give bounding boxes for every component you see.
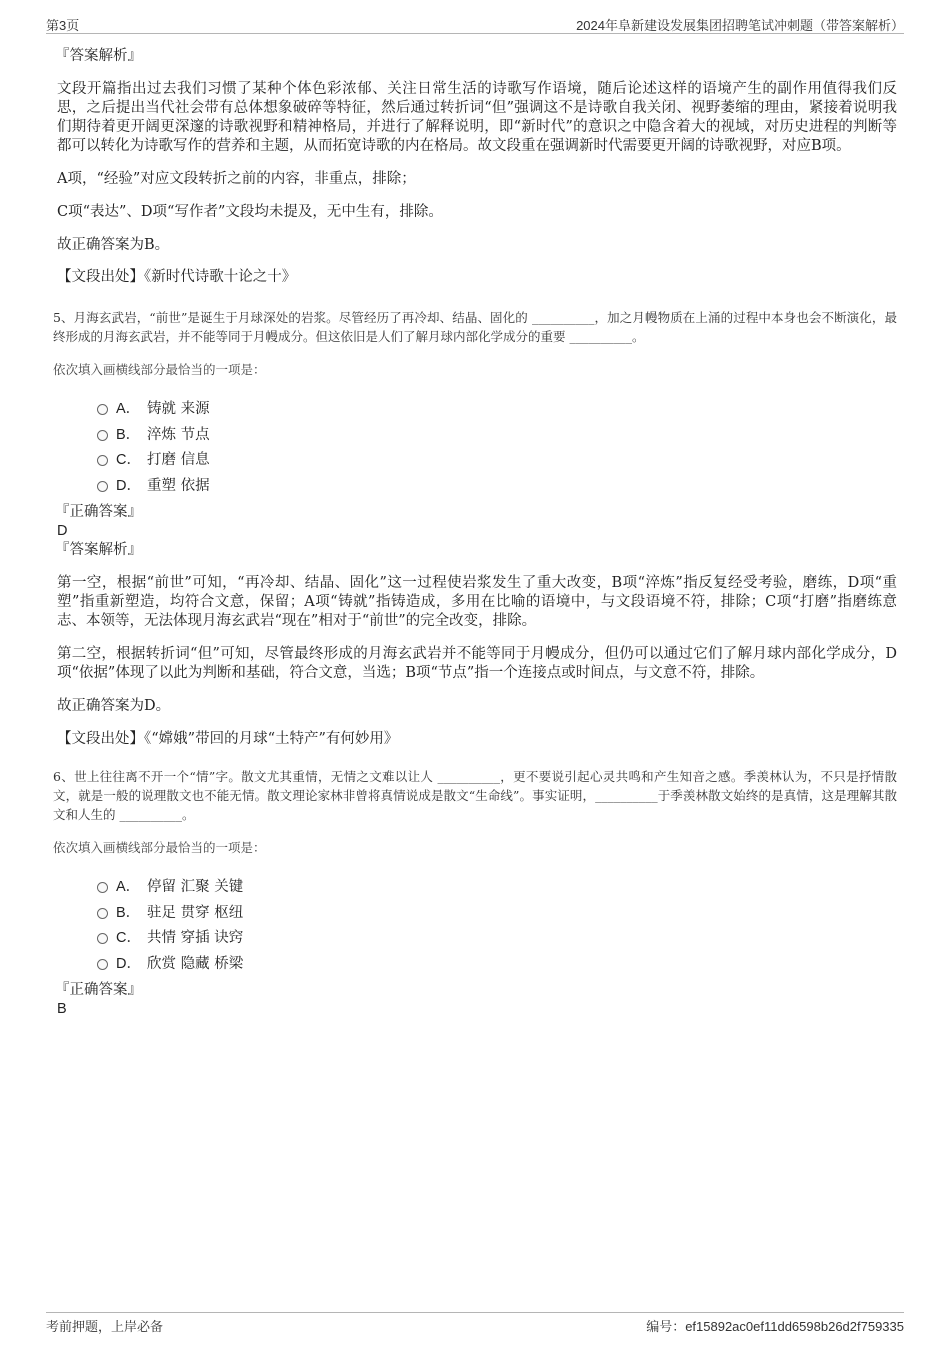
question-stem: 5、月海玄武岩，“前世”是诞生于月球深处的岩浆。尽管经历了再冷却、结晶、固化的 __________，加之月幔物质在上涌的过程中本身也会不断演化，最终形成的月海玄武岩，并不能等同于月幔成分。但这依旧是人们了解月球内部化学成分的重要 __________。 [53,310,897,344]
radio-button[interactable] [97,959,108,970]
analysis-paragraph: C项“表达”、D项“写作者”文段均未提及，无中生有，排除。 [57,204,443,220]
radio-button[interactable] [97,455,108,466]
option-a[interactable] [97,873,897,899]
analysis-conclusion: 故正确答案为B。 [57,237,170,253]
radio-button[interactable] [97,430,108,441]
analysis-paragraph: 第二空，根据转折词“但”可知，尽管最终形成的月海玄武岩并不能等同于月幔成分，但仍可以通过它们了解月球内部化学成分，D项“依据”体现了以此为判断和基础，符合文意，当选；B项“节点”指一个连接点或时间点，与文意不符，排除。 [57,646,897,681]
option-d[interactable] [97,472,897,498]
option-c[interactable] [97,446,897,472]
correct-answer: B [57,1001,67,1017]
analysis-conclusion: 故正确答案为D。 [57,698,171,714]
option-text: 驻足 贯穿 枢纽 [147,904,244,921]
question-prompt: 依次填入画横线部分最恰当的一项是： [53,840,266,855]
radio-button[interactable] [97,908,108,919]
option-text: 共情 穿插 诀窍 [147,930,244,947]
page-footer [46,1312,904,1334]
document-code: 编号：ef15892ac0ef11dd6598b26d2f759335 [646,1319,904,1334]
option-text: 淬炼 节点 [147,426,210,443]
option-letter: A． [116,401,141,418]
correct-answer-label: 『正确答案』 [55,504,142,520]
option-text: 停留 汇聚 关键 [147,879,244,896]
radio-button[interactable] [97,933,108,944]
option-letter: B． [116,426,141,443]
analysis-paragraph: 第一空，根据“前世”可知，“再冷却、结晶、固化”这一过程使岩浆发生了重大改变，B项“淬炼”指反复经受考验，磨练，D项“重塑”指重新塑造，均符合文意，保留；A项“铸就”指铸造成，多用在比喻的语境中，与文段语境不符，排除；C项“打磨”指磨练意志、本领等，无法体现月海玄武岩“现在”相对于“前世”的完全改变，排除。 [57,575,897,629]
analysis-paragraph: 文段开篇指出过去我们习惯了某种个体色彩浓郁、关注日常生活的诗歌写作语境，随后论述这样的语境产生的副作用值得我们反思，之后提出当代社会带有总体想象破碎等特征，然后通过转折词“但”强调这不是诗歌自我关闭、视野萎缩的理由，紧接着说明我们期待着更开阔更深邃的诗歌视野和精神格局，并进行了解释说明，即“新时代”的意识之中隐含着大的视域，对历史进程的判断等都可以转化为诗歌写作的营养和主题，从而拓宽诗歌的内在格局。故文段重在强调新时代需要更开阔的诗歌视野，对应B项。 [57,81,897,154]
footer-slogan: 考前押题，上岸必备 [46,1319,164,1334]
analysis-paragraph: A项，“经验”对应文段转折之前的内容，非重点，排除； [57,171,416,187]
option-letter: C． [116,452,141,469]
analysis-label: 『答案解析』 [55,542,142,558]
option-letter: B． [116,904,141,921]
analysis-label: 『答案解析』 [55,48,142,64]
question-prompt: 依次填入画横线部分最恰当的一项是： [53,362,266,377]
option-list [97,395,897,497]
option-text: 铸就 来源 [147,401,210,418]
option-letter: A． [116,879,141,896]
correct-answer: D [57,523,68,539]
option-d[interactable] [97,950,897,976]
option-c[interactable] [97,924,897,950]
page-content [53,47,897,1019]
option-b[interactable] [97,899,897,925]
radio-button[interactable] [97,882,108,893]
option-letter: C． [116,930,141,947]
option-letter: D． [116,955,141,972]
radio-button[interactable] [97,481,108,492]
option-text: 欣赏 隐藏 桥梁 [147,955,244,972]
option-letter: D． [116,477,141,494]
question-stem: 6、世上往往离不开一个“情”字。散文尤其重情，无情之文难以让人 __________，更不要说引起心灵共鸣和产生知音之感。季羡林认为，不只是抒情散文，就是一般的说理散文也不能无情。散文理论家林非曾将真情说成是散文“生命线”。事实证明，__________于季羡林散文始终的是真情，这是理解其散文和人生的 __________。 [53,769,897,822]
option-b[interactable] [97,421,897,447]
option-text: 重塑 依据 [147,477,210,494]
option-a[interactable] [97,395,897,421]
page-number: 第3页 [46,18,80,33]
option-text: 打磨 信息 [147,452,210,469]
document-title: 2024年阜新建设发展集团招聘笔试冲刺题（带答案解析） [576,18,904,33]
option-list [97,873,897,975]
radio-button[interactable] [97,404,108,415]
source-citation: 【文段出处】《新时代诗歌十论之十》 [57,269,297,285]
source-citation: 【文段出处】《“嫦娥”带回的月球“土特产”有何妙用》 [57,731,399,747]
page-header [46,12,904,34]
correct-answer-label: 『正确答案』 [55,982,142,998]
